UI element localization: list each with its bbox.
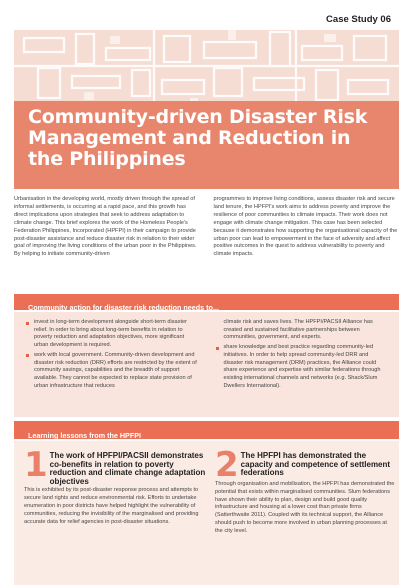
action-heading-bar — [14, 294, 399, 310]
lesson-2 — [215, 445, 395, 536]
lessons-heading-bar — [14, 421, 399, 439]
action-bullet-1: invest in long-term development alongside short-term disaster relief. In order to bring about long-term benefits in relation to poverty reduction and adaptation objectives, more significant urban development is required. — [26, 319, 198, 350]
action-column-1 — [26, 319, 198, 417]
pattern-graphic — [14, 30, 399, 112]
lesson-1-body: This is exhibited by its post-disaster response process and attempts to secure land rights and reduce environmental risk. Efforts to undertake enumeration in poor districts have helped highlight the vulnerability of communities, reducing the invisibility of the marginalised and providing accurate data for relief agencies in post-disaster situations. — [24, 487, 199, 525]
case-study-label: Case Study 06 — [326, 14, 391, 25]
action-list-2 — [216, 344, 388, 390]
action-bullet-3: share knowledge and best practice regarding community-led initiatives. In order to help spread community-led DRR and disaster risk management (DRM) practices, the Alliance could share experience and expertise with similar federations through existing international channels and networks (e.g. Shack/Slum Dwellers International). — [216, 344, 388, 390]
action-bullet-2-continued: climate risk and saves lives. The HPFPI/PACSII Alliance has created and sustained facilitative partnerships between communities, government, and experts. — [223, 319, 373, 341]
action-column-2 — [216, 319, 388, 417]
title-banner — [14, 101, 399, 189]
lesson-1-title: The work of HPFPI/PACSII demonstrates co-benefits in relation to poverty reduction and climate change adaptation objectives — [49, 451, 206, 486]
intro-column-1: Urbanisation in the developing world, mostly driven through the spread of informal settlements, is occurring at a rapid pace, and this growth has direct implications upon strategies that seek to address adaptation to climate change. This brief explores the work of the Homeless People's Federation Philippines, Incorporated (HPFPI) in their campaign to provide post-disaster assistance and reduce disaster risk in relation to their wider goal of improving the living conditions of the urban poor in the Philippines. By helping to initiate community-driven — [14, 196, 197, 258]
intro-section — [14, 196, 399, 259]
action-bullet-2: work with local government. Community-driven development and disaster risk reduction (DRR) efforts are restricted by the extent of community savings, capabilities and the breadth of support available. They cannot be expected to replace state provision of urban infrastructure that reduces — [26, 352, 198, 391]
lesson-2-number: 2 — [215, 445, 239, 485]
lesson-2-body: Through organisation and mobilisation, the HPFPI has demonstrated the potential that exists within marginalised communities. Slum federations have shown their ability to plan, design and build good quality infrastructure and housing at a lower cost than private firms (Satterthwaite 2011). Coupled with its technical support, the Alliance should push to become more involved in urban planning processes at the city level. — [215, 481, 395, 534]
lesson-1-number: 1 — [24, 445, 48, 485]
lesson-1-header — [24, 445, 210, 486]
lessons-heading: Learning lessons from the HPFPI — [28, 431, 142, 440]
decorative-pattern — [14, 30, 399, 112]
lessons-panel — [14, 441, 399, 585]
action-panel — [14, 312, 399, 417]
lesson-2-title: The HPFPI has demonstrated the capacity and competence of settlement federations — [240, 451, 391, 478]
page-title: Community-driven Disaster Risk Management and Reduction in the Philippines — [28, 106, 368, 170]
action-list-1 — [26, 319, 198, 390]
lesson-1 — [24, 445, 210, 526]
lesson-2-header — [215, 445, 395, 485]
action-heading: Community action for disaster risk reduction needs to... — [28, 303, 219, 312]
intro-column-2: programmes to improve living conditions, assess disaster risk and secure land tenure, the HPFPI's work aims to address poverty and improve the resilience of poor communities to climate impacts. Their work does not engage with climate change mitigation. This case has been selected because it demonstrates how supporting the organisational capacity of the urban poor can lead to empowerment in the face of adversity and affect positive outcomes in the quest to address vulnerability to poverty and climate impacts. — [213, 196, 398, 258]
